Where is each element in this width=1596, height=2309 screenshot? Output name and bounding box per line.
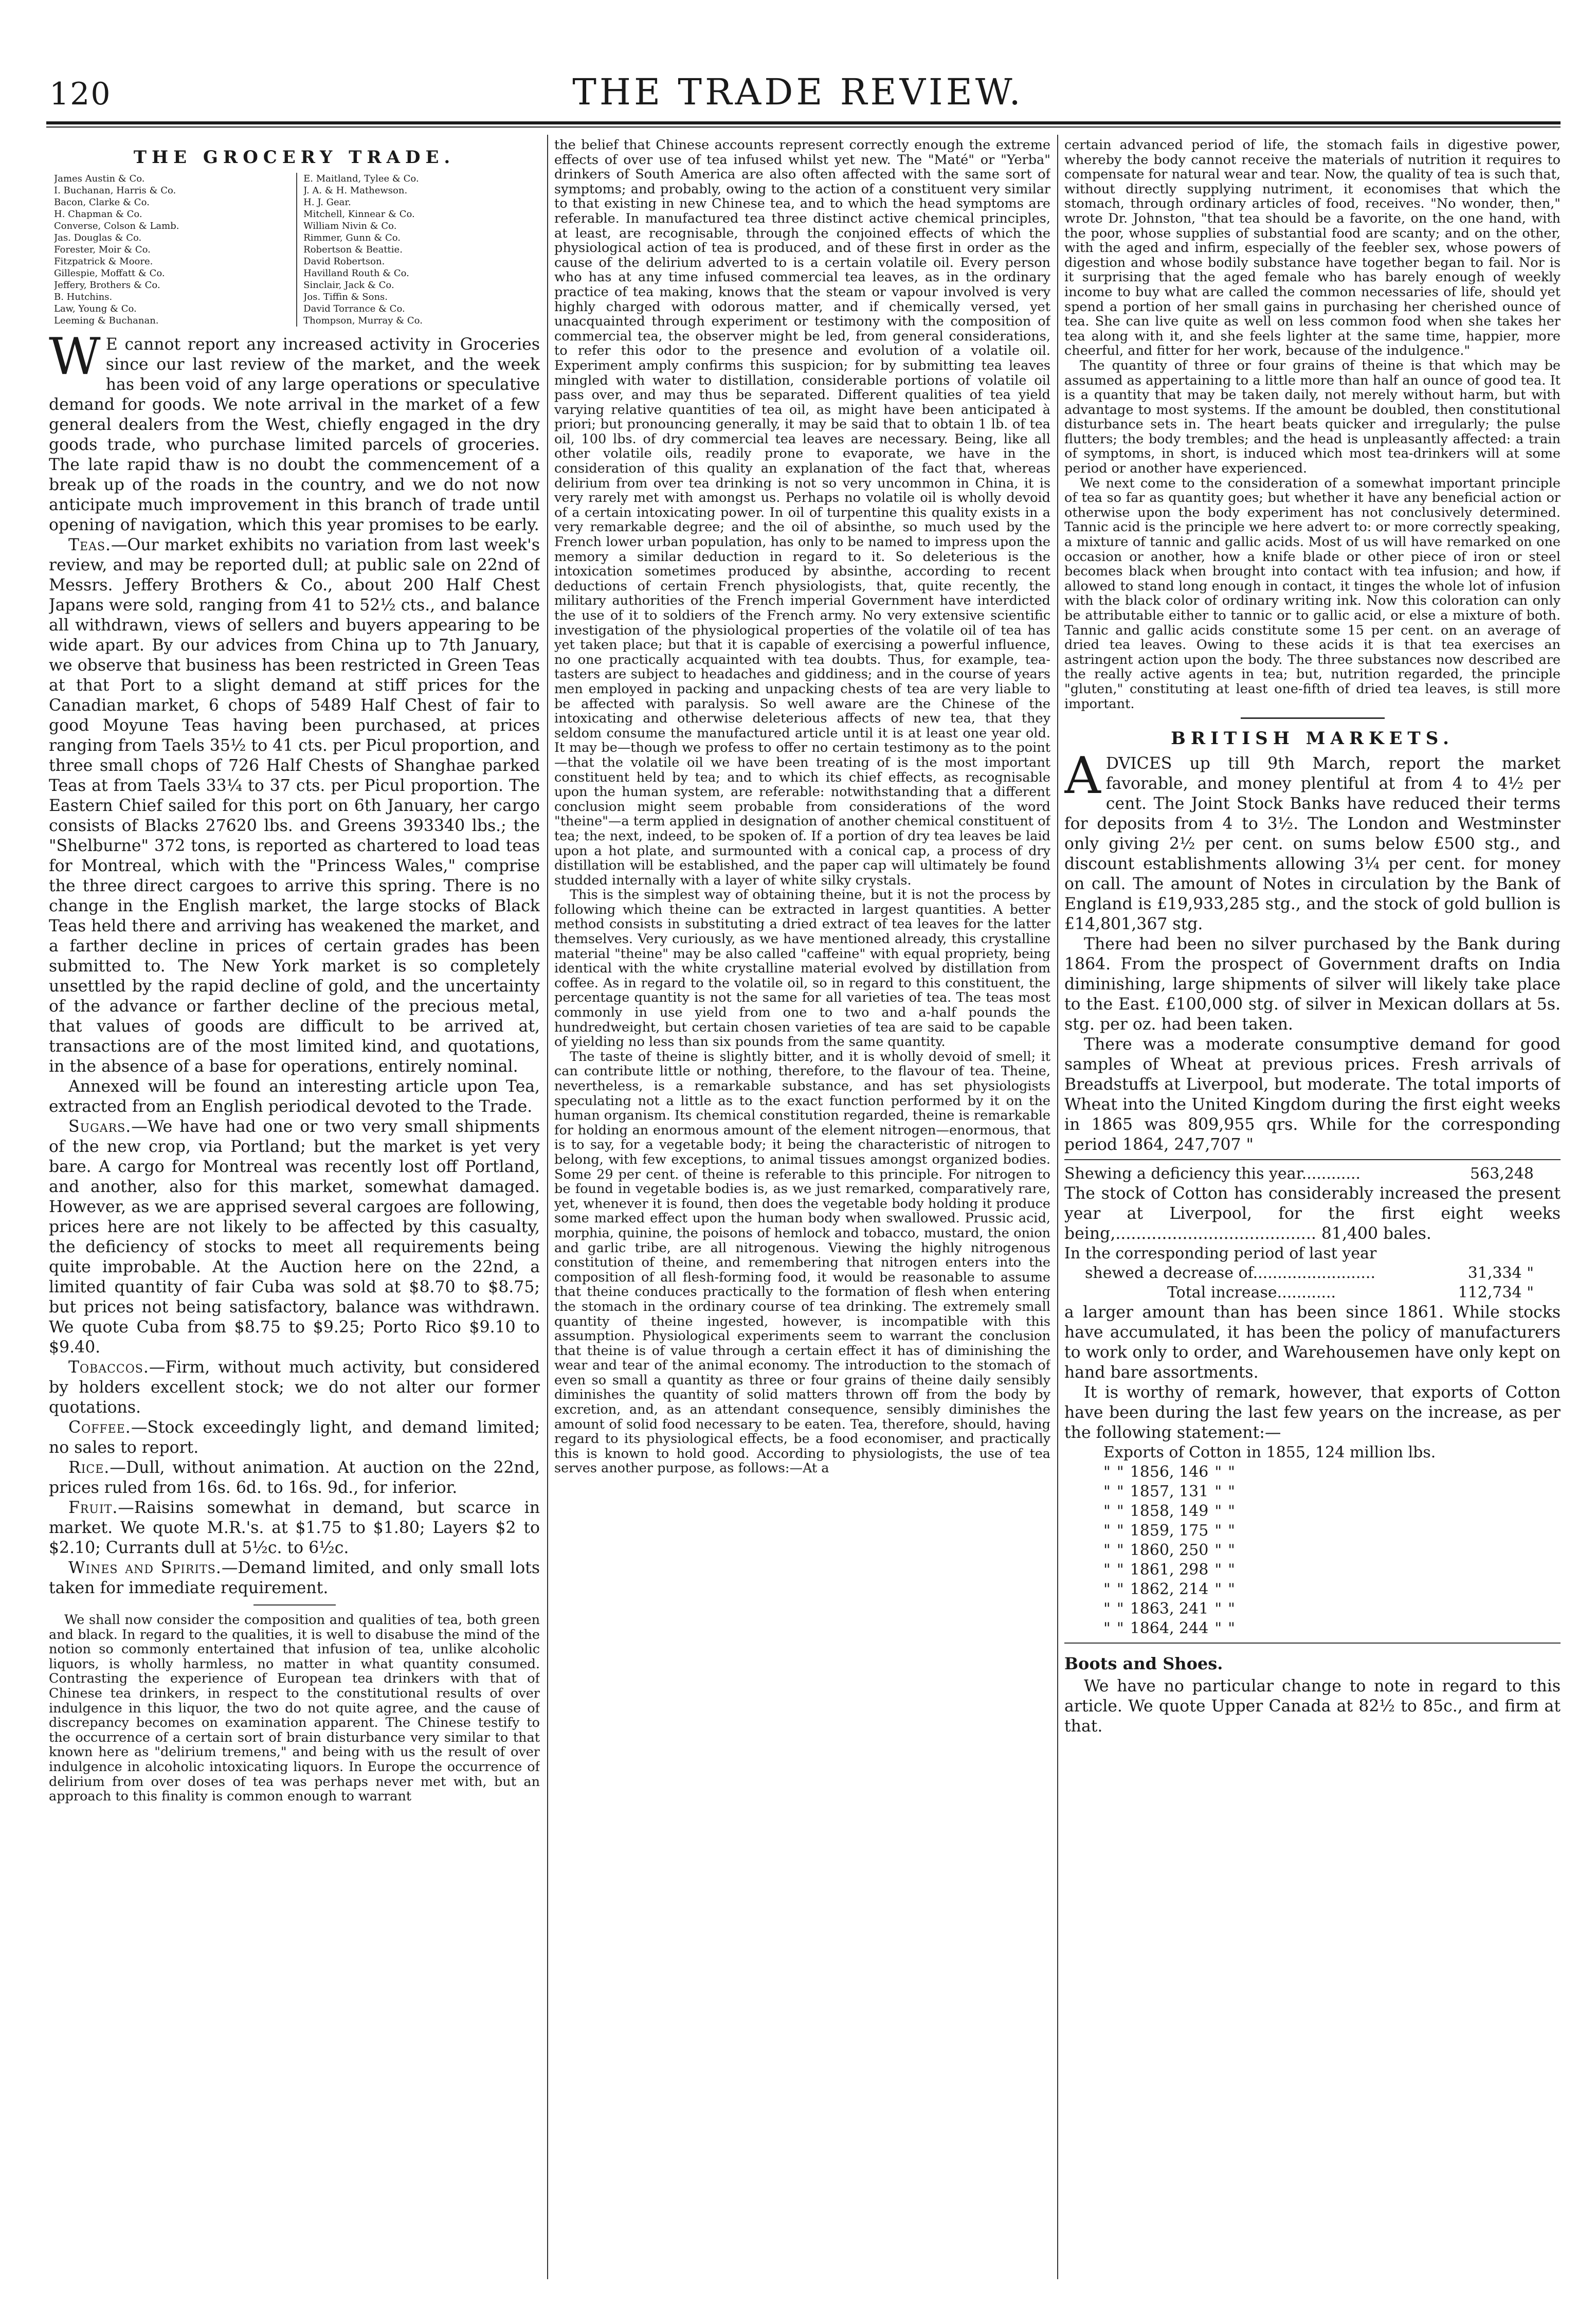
coffee-label: Coffee.: [68, 1418, 131, 1437]
firm-name: Robertson & Beattie.: [303, 244, 403, 255]
tobaccos-label: Tobaccos.: [68, 1358, 149, 1377]
table-cell: ": [1103, 1561, 1111, 1579]
firm-name: Havilland Routh & Co.: [303, 268, 409, 279]
tea-article-paragraph: This is the simplest way of obtaining theine, but it is not the process by following which theine can be extracted in largest quantities. A better method consists in substituting a dried extract of tea leaves for the latter themselves. Very curiously, as we have mentioned already, this crystalline material "theine" may be also called "caffeine" with equal propriety, being identical with the white crystalline material evolved by distillation from coffee. As in regard to the volatile oil, so in regard to this constituent, the percentage quantity is not the same for all varieties of tea. The teas most commonly in use yield from one to two and a-half pounds the hundredweight, but certain chosen varieties of tea are said to be capable of yielding no less than six pounds from the same quantity.: [554, 887, 1050, 1050]
boots-shoes-paragraph: We have no particular change to note in regard to this article. We quote Upper Canada at 82½ to 85c., and firm at that.: [1064, 1677, 1561, 1736]
firm-list-right: [296, 173, 534, 327]
table-cell: ": [1103, 1580, 1111, 1599]
header-rule: [46, 121, 1561, 124]
firm-name: William Nivin & Co.: [303, 221, 397, 231]
table-cell: ": [1103, 1619, 1111, 1638]
table-cell: 112,734 ": [1458, 1284, 1534, 1302]
table-row: [1103, 1580, 1241, 1599]
firm-name: I. Buchanan, Harris & Co.: [54, 185, 176, 196]
table-cell: ": [1228, 1522, 1235, 1540]
firm-name: H. Chapman & Co.: [54, 209, 142, 220]
table-cell: ": [1228, 1580, 1235, 1599]
firm-name: J. A. & H. Mathewson.: [303, 185, 408, 196]
cotton-exports-table: [1103, 1463, 1241, 1638]
firm-name: David Torrance & Co.: [303, 303, 405, 314]
grocery-trade-heading: THE GROCERY TRADE.: [133, 147, 456, 168]
firm-name: Mitchell, Kinnear & Co.: [303, 209, 415, 220]
page-number: 120: [49, 76, 112, 112]
table-cell: ": [1214, 1561, 1222, 1579]
silver-paragraph: There had been no silver purchased by the Bank during 1864. From the prospect of Government drafts on India diminishing, large shipments of silver will likely take place to the East. £100,000 stg. of silver in Mexican dollars at 5s. stg. per oz. had been taken.: [1064, 935, 1561, 1034]
table-cell: ": [1116, 1600, 1124, 1618]
table-cell: ": [1228, 1463, 1235, 1482]
sugars-paragraph: Sugars.—We have had one or two very small shipments of the new crop, via Portland; but the market is yet very bare. A cargo for Montreal was recently lost off Portland, and another, also for this market, somewhat damaged. However, as we are apprised several cargoes are following, prices here are not likely to be affected by this casualty, the deficiency of stocks to meet all requirements being quite improbable. At the Auction here on the 22nd, a limited quantity of fair Cuba was sold at $8.70 to $8.75; but prices not being satisfactory, balance was withdrawn. We quote Cuba from $8.75 to $9.25; Porto Rico $9.10 to $9.40.: [49, 1117, 540, 1357]
wines-label: Wines and Spirits.: [68, 1559, 222, 1577]
wines-paragraph: Wines and Spirits.—Demand limited, and only small lots taken for immediate requirement.: [49, 1559, 540, 1597]
table-cell: ": [1228, 1619, 1235, 1638]
firm-name: Fitzpatrick & Moore.: [54, 256, 153, 267]
table-cell: 1857, 131: [1130, 1483, 1209, 1501]
drop-cap: W: [49, 328, 101, 386]
table-cell: ": [1214, 1541, 1222, 1560]
teas-paragraph: Teas.—Our market exhibits no variation from last week's review, and may be reported dull; at public sale on 22nd of Messrs. Jeffery Brothers & Co., about 200 Half Chest Japans were sold, ranging from 41 to 52½ cts., and balance all withdrawn, views of sellers and buyers appearing to be wide apart. By our advices from China up to 7th January, we observe that business has been restricted in Green Teas at that Port to a slight demand at stiff prices for the Canadian market, 6 chops of 5489 Half Chest of fair to good Moyune Teas having been purchased, at prices ranging from Taels 35½ to 41 cts. per Picul proportion, and three small chops of 726 Half Chests of Shanghae parked Teas at from Taels 33¼ to 37 cts. per Picul proportion. The Eastern Chief sailed for this port on 6th January, her cargo consists of Blacks 27620 lbs. and Greens 393340 lbs.; the "Shelburne" 372 tons, is reported as chartered to load teas for Montreal, which with the "Princess Wales," comprise the three direct cargoes to arrive this spring. There is no change in the English market, the large stocks of Black Teas held there and arriving has weakened the market, and a farther decline in prices of certain grades has been submitted to. The New York market is so completely unsettled by the rapid decline of gold, and the uncertainty of the advance or farther decline of the precious metal, that values of goods are difficult to be arrived at, transactions are of the most limited kind, and quotations, in the absence of a base for operations, entirely nominal.: [49, 536, 540, 1076]
firm-name: Leeming & Buchanan.: [54, 315, 159, 326]
exports-first-line: Exports of Cotton in 1855, 124 million lbs.: [1103, 1444, 1436, 1462]
fruit-paragraph: Fruit.—Raisins somewhat in demand, but scarce in market. We quote M.R.'s. at $1.75 to $1.80; Layers $2 to $2.10; Currants dull at 5½c. to 6½c.: [49, 1499, 540, 1557]
figure-rule: [1064, 1159, 1561, 1160]
table-cell: ": [1214, 1483, 1222, 1501]
table-cell: ": [1103, 1502, 1111, 1521]
table-cell: ": [1103, 1600, 1111, 1618]
table-cell: In the corresponding period of last year: [1064, 1244, 1377, 1263]
annexed-paragraph: Annexed will be found an interesting article upon Tea, extracted from an English periodical devoted to the Trade.: [49, 1077, 540, 1116]
table-cell: ": [1116, 1580, 1124, 1599]
table-cell: ": [1228, 1561, 1235, 1579]
firm-name: Jos. Tiffin & Sons.: [303, 292, 388, 302]
british-markets-heading: BRITISH MARKETS.: [1171, 728, 1454, 749]
table-cell: ": [1116, 1561, 1124, 1579]
teas-label: Teas.: [68, 536, 112, 554]
column-3: [1064, 138, 1561, 2282]
table-cell: ": [1116, 1483, 1124, 1501]
table-cell: 1856, 146: [1130, 1463, 1209, 1482]
tea-article-paragraph: The quantity of three or four grains of theine is that which may be assumed as appertaining to a little more than half an ounce of good tea. It is a quantity that may be taken daily, not merely without harm, but with advantage to most systems. If the amount be doubled, then constitutional disturbance sets in. The heart beats quicker and irregularly; the pulse flutters; the body trembles; and the head is unpleasantly affected: a train of symptoms, in short, is induced which most tea-drinkers will at some period or another have experienced.: [1064, 357, 1561, 477]
fruit-label: Fruit.: [68, 1499, 118, 1517]
firm-list: [54, 173, 534, 327]
table-cell: 31,334 ": [1467, 1264, 1534, 1283]
table-cell: 1862, 214: [1130, 1580, 1209, 1599]
table-cell: ": [1103, 1483, 1111, 1501]
table-row: [1103, 1560, 1241, 1580]
drop-cap: A: [1064, 747, 1101, 806]
firm-list-left: [54, 173, 284, 327]
table-row: [1103, 1619, 1241, 1638]
firm-name: Bacon, Clarke & Co.: [54, 197, 150, 208]
firm-name: James Austin & Co.: [54, 173, 145, 184]
table-cell: 1863, 241: [1130, 1600, 1209, 1618]
table-cell: 1858, 149: [1130, 1502, 1209, 1521]
british-markets-intro: ADVICES up till 9th March, report the market favorable, and money plentiful at from 4 to 4½ per cent. The Joint Stock Banks have reduced their terms for deposits from 4 to 3½. The London and Westminster only giving 2½ per cent. on sums below £500 stg., and discount establishments allowing 3¼ per cent. for money on call. The amount of Notes in circulation by the Bank of England is £19,933,285 stg., and the stock of gold bullion is £14,801,367 stg.: [1064, 747, 1561, 934]
tobaccos-paragraph: Tobaccos.—Firm, without much activity, but considered by holders excellent stock; we do not alter our former quotations.: [49, 1358, 540, 1417]
table-cell: shewed a decrease of.........................: [1085, 1264, 1375, 1283]
section-divider: [1241, 717, 1385, 719]
table-cell: ": [1116, 1502, 1124, 1521]
table-cell: ": [1103, 1522, 1111, 1540]
cotton-stocks-paragraph: a larger amount than has been since 1861. While stocks have accumulated, it has been the policy of manufacturers to work only to order, and Warehousemen have only kept on hand bare assortments.: [1064, 1303, 1561, 1382]
tea-article-paragraph: We next come to the consideration of a somewhat important principle of tea so far as quantity goes; but whether it have any beneficial action or otherwise upon the body experiment has not conclusively determined. Tannic acid is the principle we here advert to: or more correctly speaking, a mixture of tannic and gallic acids. Most of us will have remarked on one occasion or another, how a knife blade or other piece of iron or steel becomes black when brought into contact with tea infusion; and how, if allowed to stand long enough in contact, it tinges the whole lot of infusion with the black color of ordinary writing ink. Now this coloration can only be attributable either to tannic or to gallic acid, or else a mixture of both. Tannic and gallic acids constitute some 15 per cent. on an average of dried tea leaves. Owing to these acids it is that tea exercises an astringent action upon the body. The three substances now described are the really active agents in tea; but, nutrition regarded, the principle "gluten," constituting at least one-fifth of dried tea leaves, is still more important.: [1064, 475, 1561, 712]
table-cell: 1859, 175: [1130, 1522, 1209, 1540]
table-cell: 1861, 298: [1130, 1561, 1209, 1579]
table-row: [1064, 1264, 1561, 1283]
boots-shoes-heading: Boots and Shoes.: [1064, 1654, 1223, 1674]
table-cell: ": [1228, 1502, 1235, 1521]
firm-name: Thompson, Murray & Co.: [303, 315, 423, 326]
cotton-figures-table: [1064, 1164, 1561, 1184]
table-cell: 1860, 250: [1130, 1541, 1209, 1560]
table-cell: Total increase............: [1167, 1284, 1336, 1302]
table-row: [1064, 1244, 1561, 1264]
table-cell: ": [1214, 1463, 1222, 1482]
cotton-paragraph: The stock of Cotton has considerably increased the present year at Liverpool, for the first eight weeks being,....................................... 81,400 bales.: [1064, 1184, 1561, 1243]
firm-name: Forester, Moir & Co.: [54, 244, 151, 255]
header-rule-thin: [46, 127, 1561, 128]
firm-name: Jeffery, Brothers & Co.: [54, 280, 160, 291]
firm-name: Law, Young & Co.: [54, 303, 137, 314]
column-2: [554, 138, 1050, 2282]
tea-article-paragraph: The taste of theine is slightly bitter, and it is wholly devoid of smell; it can contribute little or nothing, therefore, to the flavour of tea. Theine, nevertheless, is a remarkable substance, and has set physiologists speculating not a little as to the exact function performed by it on the human organism. Its chemical constitution regarded, theine is remarkable for holding an enormous amount of the element nitrogen—enormous, that is to say, for a vegetable body; it being the characteristic of nitrogen to belong, with few exceptions, to animal tissues amongst organized bodies. Some 29 per cent. of theine is referable to this principle. For nitrogen to be found in vegetable bodies is, as we just remarked, comparatively rare, yet, whenever it is found, then does the vegetable body holding it produce some marked effect upon the human body when swallowed. Prussic acid, morphia, quinine, the poisons of hemlock and tobacco, mustard, the onion and garlic tribe, are all nitrogenous. Viewing the highly nitrogenous constitution of theine, and remembering that nitrogen enters into the composition of all flesh-forming food, it would be reasonable to assume that theine conduces practically to the formation of flesh when entering the stomach in the ordinary course of tea drinking. The extremely small quantity of theine ingested, however, is incompatible with this assumption. Physiological experiments seem to warrant the conclusion that theine is of value through a certain effect it has of diminishing the wear and tear of the animal economy. The introduction to the stomach of even so small a quantity as three or four grains of theine daily sensibly diminishes the quantity of solid matters thrown off from the body by excretion, and, as an attendant consequence, sensibly diminishes the amount of solid food necessary to be eaten. Tea, therefore, should, having regard to its physiological effects, be a food economiser, and practically this is known to hold good. According to physiologists, the use of tea serves another purpose, as follows:—At a: [554, 1049, 1050, 1476]
firm-name: Sinclair, Jack & Co.: [303, 280, 394, 291]
table-row: [1064, 1164, 1561, 1184]
table-cell: ": [1116, 1463, 1124, 1482]
firm-name: H. J. Gear.: [303, 197, 351, 208]
coffee-paragraph: Coffee.—Stock exceedingly light, and demand limited; no sales to report.: [49, 1418, 540, 1457]
section-divider: [1064, 1643, 1561, 1644]
rice-label: Rice.: [68, 1458, 110, 1477]
sugars-label: Sugars.: [68, 1117, 132, 1136]
table-cell: ": [1228, 1483, 1235, 1501]
table-cell: ": [1214, 1600, 1222, 1618]
rice-paragraph: Rice.—Dull, without animation. At auction on the 22nd, prices ruled from 16s. 6d. to 16s. 9d., for inferior.: [49, 1458, 540, 1497]
firm-name: E. Maitland, Tylee & Co.: [303, 173, 419, 184]
cotton-decrease-table: [1064, 1244, 1561, 1303]
table-cell: ": [1214, 1502, 1222, 1521]
column-divider: [1057, 135, 1058, 2279]
table-cell: ": [1214, 1522, 1222, 1540]
table-row: [1103, 1463, 1241, 1482]
table-row: [1103, 1482, 1241, 1502]
table-cell: ": [1103, 1541, 1111, 1560]
firm-name: Jas. Douglas & Co.: [54, 232, 142, 243]
table-cell: ": [1116, 1541, 1124, 1560]
column-1: [49, 138, 540, 2277]
tea-article-paragraph: the belief that Chinese accounts represent correctly enough the extreme effects of over use of tea infused whilst yet new. The "Maté" or "Yerba" drinkers of South America are also often affected with the same sort of symptoms; and probably, owing to the action of a constituent very similar to that existing in new Chinese tea, and to which the head symptoms are referable. In manufactured tea three distinct active chemical principles, at least, are recognisable, through the conjoined effects of which the physiological action of tea is produced, and of these first in order as the cause of the delirium adverted to is a certain volatile oil. Every person who has at any time infused commercial tea leaves, as in the ordinary practice of tea making, knows that the steam or vapour involved is very highly charged with odorous matter, and if chemically versed, yet unacquainted through experiment or testimony with the composition of commercial tea, the observer might be led, from general considerations, to refer this odor to the presence and evolution of a volatile oil. Experiment amply confirms this suspicion; for by submitting tea leaves mingled with water to distillation, considerable portions of volatile oil pass over, and may thus be separated. Different qualities of tea yield varying relative quantities of tea oil, as might have been anticipated à priori; but pronouncing generally, it may be said that to obtain 1 lb. of tea oil, 100 lbs. of dry commercial tea leaves are necessary. Being, like all other volatile oils, readily prone to evaporate, we have in the consideration of this quality an explanation of the fact that, whereas delirium from over tea drinking is not so very uncommon in China, it is very rarely met with amongst us. Perhaps no volatile oil is wholly devoid of a certain intoxicating power. In oil of turpentine this quality exists in a very remarkable degree; and the oil of absinthe, so much used by the French lower urban population, has only to be named to impress upon the memory a similar deduction in regard to it. So deleterious is the intoxication sometimes produced by absinthe, according to recent deductions of certain French physiologists, that, quite recently, the military authorities of the French imperial Government have interdicted the use of it to soldiers of the French army. No very extensive scientific investigation of the physiological properties of the volatile oil of tea has yet taken place; but that it is capable of exercising a powerful influence, no one practically acquainted with tea doubts. Thus, for example, tea-tasters are subject to headaches and giddiness; and in the course of years men employed in packing and unpacking chests of tea are very liable to be affected with paralysis. So well aware are the Chinese of the intoxicating and otherwise deleterious affects of new tea, that they seldom consume the manufactured article until it is at least one year old. It may be—though we profess to offer no certain testimony as to the point—that the volatile oil we have been treating of is the most important constituent held by tea; and to which its chief effects, as recognisable upon the human system, are referable: notwithstanding that a different conclusion might seem probable from considerations of the word "theine"—a term applied in designation of another chemical constituent of tea; the next, indeed, to be spoken of. If a portion of dry tea leaves be laid upon a hot plate, and surmounted with a conical cap, a process of dry distillation will be established, and the paper cap will ultimately be found studded internally with a layer of white silky crystals.: [554, 138, 1050, 888]
column-divider: [547, 135, 548, 2279]
table-cell: ": [1116, 1522, 1124, 1540]
table-cell: ": [1228, 1600, 1235, 1618]
table-row: [1103, 1599, 1241, 1619]
publication-title: THE TRADE REVIEW.: [572, 71, 1024, 113]
table-row: [1103, 1521, 1241, 1541]
grocery-intro: W E cannot report any increased activity in Groceries since our last review of the market, and the week has been void of any large operations or speculative demand for goods. We note arrival in the market of a few general dealers from the West, chiefly engaged in the dry goods trade, who purchase limited parcels of groceries. The late rapid thaw is no doubt the commencement of a break up of the roads in the country, and we do not now anticipate much improvement in this branch of trade until opening of navigation, which this year promises to be early.: [49, 328, 540, 534]
section-divider: [253, 1604, 336, 1606]
table-cell: ": [1116, 1619, 1124, 1638]
table-row: [1064, 1283, 1561, 1303]
tea-article-paragraph: We shall now consider the composition and qualities of tea, both green and black. In regard to the qualities, it is well to disabuse the mind of the notion so commonly entertained that infusion of tea, unlike alcoholic liquors, is wholly harmless, no matter in what quantity consumed. Contrasting the experience of European tea drinkers with that of Chinese tea drinkers, in respect to the constitutional results of over indulgence in this liquor, the two do not quite agree, and the cause of discrepancy becomes on examination apparent. The Chinese testify to the occurrence of a certain sort of brain disturbance very similar to that known here as "delirium tremens," and being with us the result of over indulgence in alcoholic intoxicating liquors. In Europe the occurrence of delirium from over doses of tea was perhaps never met with, but an approach to this finality is common enough to warrant: [49, 1612, 540, 1805]
table-cell: ": [1214, 1619, 1222, 1638]
tea-article-paragraph: certain advanced period of life, the stomach fails in digestive power, whereby the body cannot receive the materials of nutrition it requires to compensate for natural wear and tear. Now, the quality of tea is such that, without directly supplying nutriment, it economises that which the stomach, through ordinary articles of food, receives. "No wonder, then," wrote Dr. Johnston, "that tea should be a favorite, on the one hand, with the poor, whose supplies of substantial food are scanty; and on the other, with the aged and infirm, especially of the feebler sex, whose powers of digestion and whose bodily substance have together began to fail. Nor is it surprising that the aged female who has barely enough of weekly income to buy what are called the common necessaries of life, should yet spend a portion of her small gains in purchasing her cherished ounce of tea. She can live quite as well on less common food when she takes her tea along with it, and she feels lighter at the same time, happier, more cheerful, and fitter for her work, because of the indulgence.": [1064, 138, 1561, 359]
firm-name: Rimmer, Gunn & Co.: [303, 232, 401, 243]
firm-name: Gillespie, Moffatt & Co.: [54, 268, 165, 279]
table-row: [1103, 1541, 1241, 1560]
firm-name: B. Hutchins.: [54, 292, 113, 302]
cotton-exports-paragraph: It is worthy of remark, however, that exports of Cotton have been during the last few years on the increase, as per the following statement:—: [1064, 1383, 1561, 1442]
table-cell: 1864, 244: [1130, 1619, 1209, 1638]
table-cell: Shewing a deficiency this year............: [1064, 1165, 1361, 1183]
table-cell: ": [1103, 1463, 1111, 1482]
table-row: [1103, 1502, 1241, 1521]
firm-name: David Robertson.: [303, 256, 385, 267]
table-cell: ": [1214, 1580, 1222, 1599]
cotton-value: 81,400 bales.: [1321, 1224, 1431, 1243]
firm-name: Converse, Colson & Lamb.: [54, 221, 179, 231]
table-cell: 563,248: [1470, 1165, 1534, 1183]
wheat-paragraph: There was a moderate consumptive demand for good samples of Wheat at previous prices. Fresh arrivals of Breadstuffs at Liverpool, but moderate. The total imports of Wheat into the United Kingdom during the first eight weeks in 1865 was 809,955 qrs. While for the corresponding period 1864, 247,707 ": [1064, 1035, 1561, 1154]
table-cell: ": [1228, 1541, 1235, 1560]
